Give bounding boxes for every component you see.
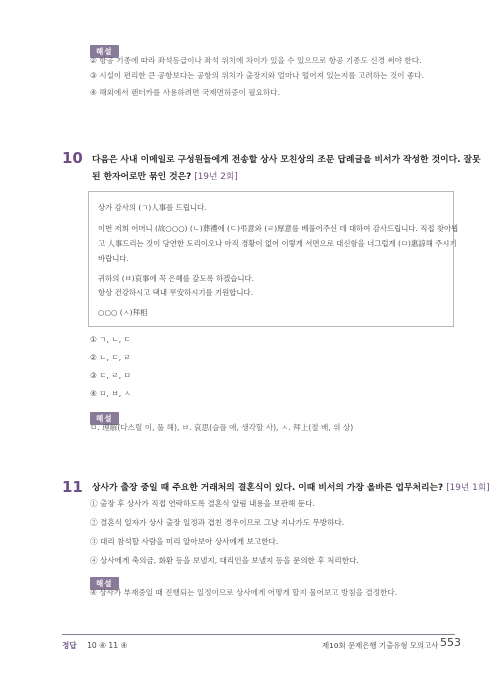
passage-line-7: ○○○ (ㅅ)拜相 bbox=[98, 308, 148, 317]
question-11-option-3[interactable]: ③ 대리 참석할 사람을 미리 알아보아 상사에게 보고한다. bbox=[90, 537, 279, 546]
footer-divider bbox=[62, 634, 455, 635]
question-10-option-3[interactable]: ③ ㄷ, ㄹ, ㅁ bbox=[90, 371, 131, 380]
page-number: 553 bbox=[440, 636, 461, 649]
explanation-prev-line-3: ④ 해외에서 렌터카를 사용하려면 국제면허증이 필요하다. bbox=[90, 88, 281, 97]
explanation-badge: 해설 bbox=[90, 412, 119, 425]
passage-line-4: 바랍니다. bbox=[98, 254, 129, 263]
question-10-option-2[interactable]: ② ㄴ, ㄷ, ㄹ bbox=[90, 353, 131, 362]
passage-line-3: 고 人事드리는 것이 당연한 도리이오나 아직 경황이 없어 이렇게 서면으로 대신함을 너그럽게 (ㅁ)惠諒해 주시기 bbox=[98, 239, 457, 248]
footer-answers bbox=[62, 640, 127, 651]
question-10-source: [19년 2회] bbox=[194, 172, 238, 182]
question-number-11: 11 bbox=[62, 478, 83, 496]
question-number-10: 10 bbox=[62, 149, 83, 167]
answer-values: 10 ④ 11 ④ bbox=[87, 641, 128, 650]
question-10-explanation: ㅁ. 理解(다스릴 이, 풀 해), ㅂ. 哀思(슬플 애, 생각할 사), ㅅ. 拜上(절 배, 위 상) bbox=[90, 423, 354, 432]
question-11-stem: 상사가 출장 중일 때 주요한 거래처의 결혼식이 있다. 이때 비서의 가장 올바른 업무처리는? bbox=[92, 483, 444, 493]
question-11-option-4[interactable]: ④ 상사에게 축의금, 화환 등을 보낼지, 대리인을 보낼지 등을 문의한 후 처리한다. bbox=[90, 556, 359, 565]
footer-title: 제10회 문제은행 기출유형 모의고사 bbox=[322, 641, 439, 650]
passage-line-1: 상가 감사의 (ㄱ)人事를 드립니다. bbox=[98, 203, 207, 212]
question-11-option-2[interactable]: ② 결혼식 일자가 상사 출장 일정과 겹친 경우이므로 그냥 지나가도 무방하다. bbox=[90, 518, 345, 527]
passage-line-6: 항상 건강하시고 댁내 平安하시기를 기원합니다. bbox=[98, 288, 254, 297]
question-10-text: 된 한자어로만 묶인 것은? bbox=[92, 172, 192, 182]
answer-label: 정답 bbox=[62, 641, 77, 650]
question-11-option-1[interactable]: ① 출장 후 상사가 직접 연락하도록 결혼식 알림 내용을 보관해 둔다. bbox=[90, 499, 315, 508]
question-10-option-4[interactable]: ④ ㅁ, ㅂ, ㅅ bbox=[90, 389, 131, 398]
question-10-text-line-1: 다음은 사내 이메일로 구성원들에게 전송할 상사 모친상의 조문 답례글을 비서가 작성한 것이다. 잘못 bbox=[92, 155, 481, 165]
passage-line-2: 이번 저희 어머니 (故○○○) (ㄴ)葬禮에 (ㄷ)弔意와 (ㄹ)厚意를 베풀어주신 데 대하여 감사드립니다. 직접 찾아뵙 bbox=[98, 224, 459, 233]
question-10-text-line-2 bbox=[92, 168, 238, 186]
question-11-source: [19년 1회] bbox=[446, 483, 490, 493]
explanation-prev-line-1: ② 항공 기종에 따라 좌석등급이나 좌석 위치에 차이가 있을 수 있으므로 항공 기종도 신경 써야 한다. bbox=[90, 56, 422, 65]
question-11-explanation: ④ 상사가 부재중일 때 진행되는 일정이므로 상사에게 어떻게 할지 물어보고 방침을 결정한다. bbox=[90, 588, 398, 597]
question-10-option-1[interactable]: ① ㄱ, ㄴ, ㄷ bbox=[90, 335, 131, 344]
explanation-badge: 해설 bbox=[90, 577, 119, 590]
explanation-prev-line-2: ③ 시설이 편리한 큰 공항보다는 공항의 위치가 출장지와 얼마나 떨어져 있는지를 고려하는 것이 좋다. bbox=[90, 71, 425, 80]
explanation-badge: 해설 bbox=[90, 45, 119, 58]
passage-line-5: 귀하의 (ㅂ)哀事에 꼭 은혜를 갚도록 하겠습니다. bbox=[98, 274, 255, 283]
